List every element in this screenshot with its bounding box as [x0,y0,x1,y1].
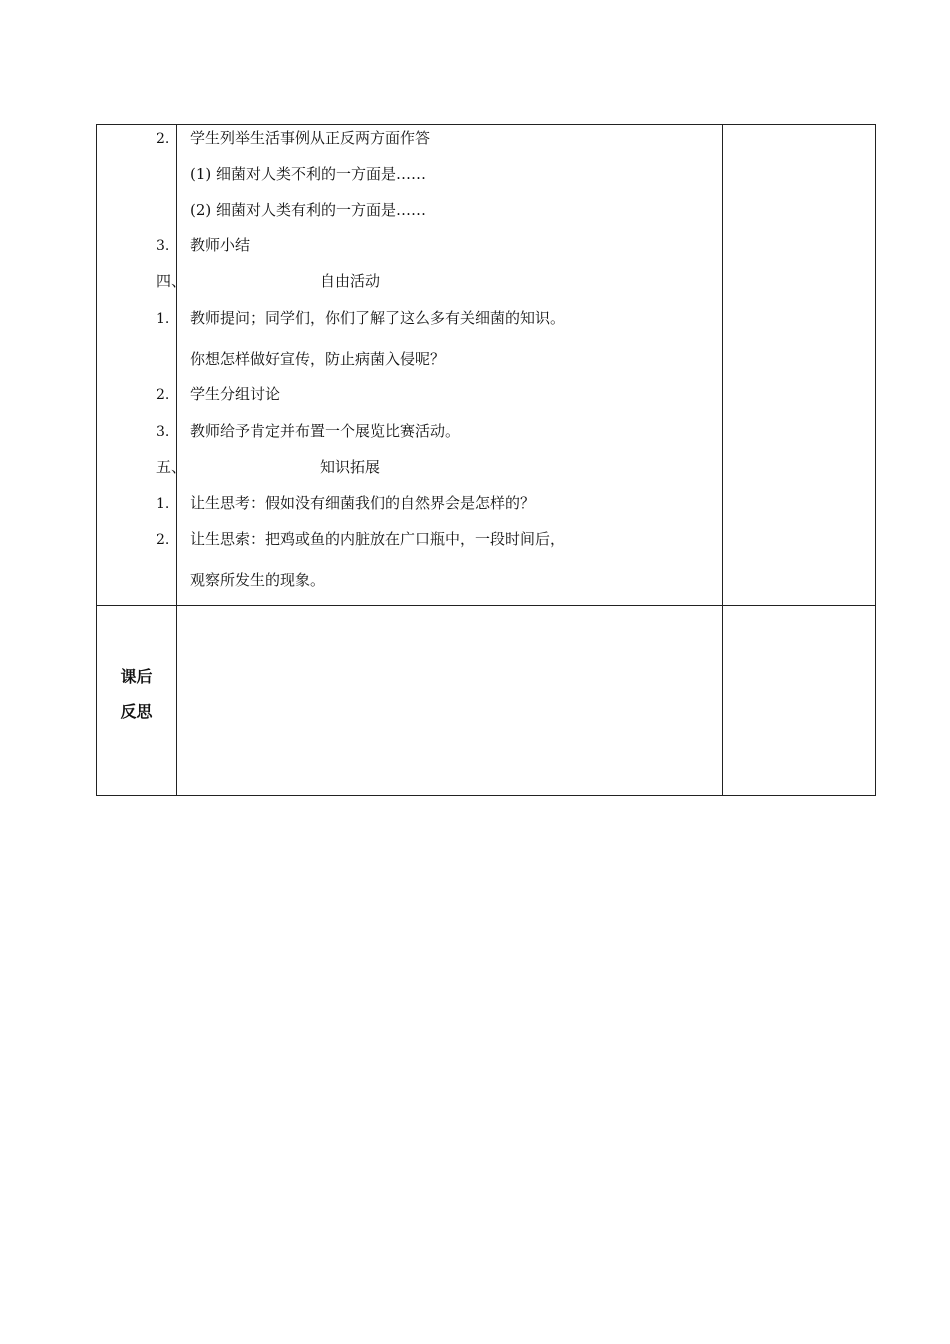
item-number: 2. [156,387,170,403]
item-number: 3. [156,424,170,440]
sub-item-text: (1) 细菌对人类不利的一方面是…… [190,165,427,183]
reflection-label-cell [97,606,177,796]
section-number: 五、 [156,458,187,476]
item-text: 教师小结 [190,236,251,254]
item-number: 3. [156,238,170,254]
reflection-label-line2: 反思 [120,702,153,721]
section-number: 四、 [156,272,187,290]
reflection-row [97,606,876,796]
reflection-content-cell [177,606,723,796]
reflection-label-line1: 课后 [120,667,153,686]
reflection-notes-cell [723,606,876,796]
item-number: 1. [156,496,170,512]
item-text-continued: 观察所发生的现象。 [190,571,326,589]
notes-cell-empty [723,125,876,606]
item-text-continued: 你想怎样做好宣传，防止病菌入侵呢？ [190,350,446,368]
section-heading: 知识拓展 [320,458,381,476]
item-text: 让生思考：假如没有细菌我们的自然界会是怎样的？ [190,494,536,512]
item-number: 2. [156,131,170,147]
item-text: 教师提问；同学们，你们了解了这么多有关细菌的知识。 [190,309,566,327]
item-text: 教师给予肯定并布置一个展览比赛活动。 [190,422,461,440]
item-text: 让生思索：把鸡或鱼的内脏放在广口瓶中，一段时间后， [190,530,566,548]
item-number: 2. [156,532,170,548]
sub-item-text: (2) 细菌对人类有利的一方面是…… [190,201,427,219]
item-number: 1. [156,311,170,327]
item-text: 学生分组讨论 [190,385,281,403]
reflection-label [97,606,176,729]
item-text: 学生列举生活事例从正反两方面作答 [190,129,431,147]
section-heading: 自由活动 [320,272,381,290]
lesson-plan-table [96,124,876,796]
